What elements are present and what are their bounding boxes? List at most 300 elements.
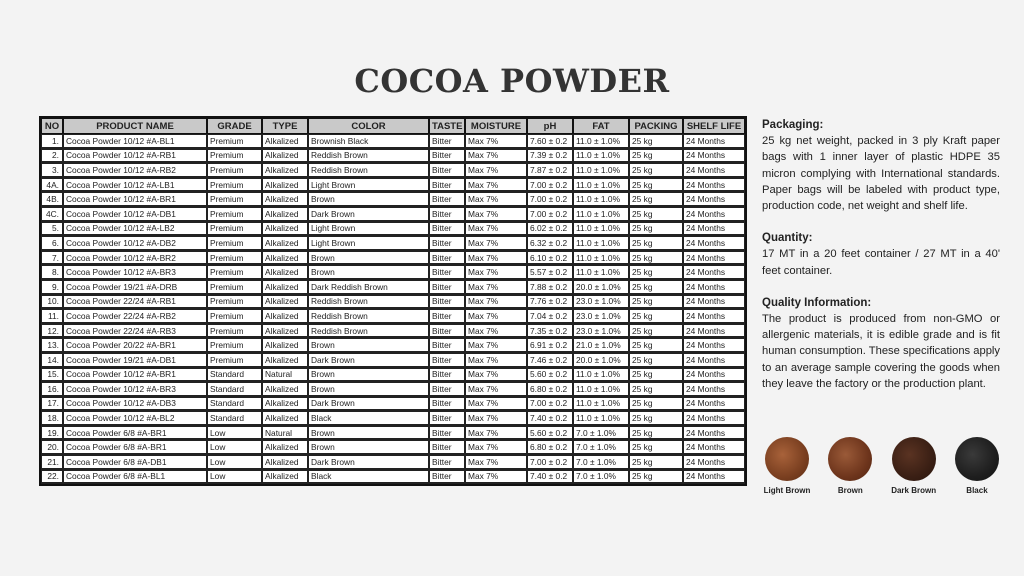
cell-ph: 7.88 ± 0.2 (527, 280, 573, 295)
cell-grade: Standard (207, 397, 262, 412)
cell-taste: Bitter (429, 440, 465, 455)
cell-taste: Bitter (429, 411, 465, 426)
cell-moisture: Max 7% (465, 134, 527, 149)
cell-ph: 6.10 ± 0.2 (527, 251, 573, 266)
cell-packing: 25 kg (629, 353, 683, 368)
cell-type: Alkalized (262, 338, 308, 353)
cell-product-name: Cocoa Powder 10/12 #A-BL2 (63, 411, 207, 426)
cell-fat: 21.0 ± 1.0% (573, 338, 629, 353)
table-row (41, 149, 745, 164)
cell-fat: 11.0 ± 1.0% (573, 411, 629, 426)
cell-no: 11. (41, 309, 63, 324)
cell-taste: Bitter (429, 192, 465, 207)
cell-fat: 11.0 ± 1.0% (573, 207, 629, 222)
cell-taste: Bitter (429, 280, 465, 295)
cell-taste: Bitter (429, 178, 465, 193)
cell-color: Reddish Brown (308, 149, 429, 164)
quantity-text: 17 MT in a 20 feet container / 27 MT in a 40' feet container. (762, 248, 1000, 277)
table-row (41, 411, 745, 426)
cell-product-name: Cocoa Powder 6/8 #A-BR1 (63, 440, 207, 455)
cell-no: 6. (41, 236, 63, 251)
cell-product-name: Cocoa Powder 19/21 #A-DB1 (63, 353, 207, 368)
cell-color: Light Brown (308, 178, 429, 193)
cell-shelf-life: 24 Months (683, 295, 745, 310)
cell-moisture: Max 7% (465, 324, 527, 339)
dark-brown-powder-image (892, 437, 936, 481)
cell-type: Alkalized (262, 222, 308, 237)
cell-shelf-life: 24 Months (683, 222, 745, 237)
black-powder-image (955, 437, 999, 481)
cell-no: 8. (41, 265, 63, 280)
cell-no: 14. (41, 353, 63, 368)
table-row (41, 470, 745, 485)
cell-no: 9. (41, 280, 63, 295)
cell-product-name: Cocoa Powder 6/8 #A-BR1 (63, 426, 207, 441)
cell-moisture: Max 7% (465, 440, 527, 455)
cell-ph: 7.00 ± 0.2 (527, 207, 573, 222)
packaging-heading: Packaging: (762, 119, 824, 131)
cell-color: Brown (308, 338, 429, 353)
cell-type: Alkalized (262, 309, 308, 324)
cell-color: Light Brown (308, 222, 429, 237)
cell-grade: Premium (207, 207, 262, 222)
light-brown-powder-image (765, 437, 809, 481)
cell-product-name: Cocoa Powder 10/12 #A-DB3 (63, 397, 207, 412)
cell-moisture: Max 7% (465, 426, 527, 441)
cell-ph: 6.32 ± 0.2 (527, 236, 573, 251)
cell-color: Reddish Brown (308, 324, 429, 339)
cell-shelf-life: 24 Months (683, 149, 745, 164)
cell-ph: 6.80 ± 0.2 (527, 440, 573, 455)
cell-taste: Bitter (429, 309, 465, 324)
cell-type: Alkalized (262, 251, 308, 266)
cell-fat: 11.0 ± 1.0% (573, 397, 629, 412)
cell-color: Reddish Brown (308, 309, 429, 324)
cell-packing: 25 kg (629, 163, 683, 178)
cell-moisture: Max 7% (465, 411, 527, 426)
cell-grade: Premium (207, 353, 262, 368)
cell-product-name: Cocoa Powder 6/8 #A-DB1 (63, 455, 207, 470)
header-color: COLOR (308, 118, 429, 134)
cell-type: Alkalized (262, 397, 308, 412)
cell-grade: Premium (207, 324, 262, 339)
color-swatches (764, 437, 1000, 495)
cell-color: Brown (308, 382, 429, 397)
cell-type: Alkalized (262, 470, 308, 485)
cell-no: 4C. (41, 207, 63, 222)
cell-no: 21. (41, 455, 63, 470)
cell-moisture: Max 7% (465, 222, 527, 237)
cell-no: 7. (41, 251, 63, 266)
cell-shelf-life: 24 Months (683, 455, 745, 470)
cell-product-name: Cocoa Powder 10/12 #A-BR3 (63, 265, 207, 280)
cell-packing: 25 kg (629, 382, 683, 397)
cell-no: 15. (41, 368, 63, 383)
cell-ph: 7.00 ± 0.2 (527, 397, 573, 412)
cell-taste: Bitter (429, 353, 465, 368)
cell-grade: Premium (207, 295, 262, 310)
cell-ph: 5.60 ± 0.2 (527, 426, 573, 441)
table-row (41, 426, 745, 441)
cell-moisture: Max 7% (465, 163, 527, 178)
table-row (41, 265, 745, 280)
swatch-brown (827, 437, 873, 495)
table-row (41, 382, 745, 397)
swatch-label: Dark Brown (891, 486, 937, 495)
cell-grade: Premium (207, 236, 262, 251)
cell-no: 22. (41, 470, 63, 485)
cell-packing: 25 kg (629, 309, 683, 324)
cell-type: Alkalized (262, 192, 308, 207)
cell-product-name: Cocoa Powder 10/12 #A-BR1 (63, 368, 207, 383)
product-table (39, 116, 747, 486)
cell-color: Brown (308, 368, 429, 383)
cell-shelf-life: 24 Months (683, 280, 745, 295)
cell-taste: Bitter (429, 397, 465, 412)
cell-product-name: Cocoa Powder 10/12 #A-DB2 (63, 236, 207, 251)
cell-fat: 11.0 ± 1.0% (573, 382, 629, 397)
cell-product-name: Cocoa Powder 22/24 #A-RB2 (63, 309, 207, 324)
cell-shelf-life: 24 Months (683, 251, 745, 266)
cell-product-name: Cocoa Powder 10/12 #A-BR2 (63, 251, 207, 266)
cell-no: 18. (41, 411, 63, 426)
cell-grade: Premium (207, 251, 262, 266)
cell-grade: Premium (207, 309, 262, 324)
cell-moisture: Max 7% (465, 149, 527, 164)
cell-product-name: Cocoa Powder 10/12 #A-RB1 (63, 149, 207, 164)
table-row (41, 397, 745, 412)
cell-packing: 25 kg (629, 178, 683, 193)
cell-shelf-life: 24 Months (683, 411, 745, 426)
cell-fat: 11.0 ± 1.0% (573, 368, 629, 383)
cell-ph: 7.40 ± 0.2 (527, 411, 573, 426)
table-row (41, 338, 745, 353)
cell-fat: 23.0 ± 1.0% (573, 309, 629, 324)
cell-ph: 7.35 ± 0.2 (527, 324, 573, 339)
swatch-label: Black (966, 486, 988, 495)
cell-shelf-life: 24 Months (683, 265, 745, 280)
header-type: TYPE (262, 118, 308, 134)
cell-color: Dark Brown (308, 207, 429, 222)
quantity-heading: Quantity: (762, 232, 813, 245)
cell-shelf-life: 24 Months (683, 338, 745, 353)
cell-fat: 7.0 ± 1.0% (573, 455, 629, 470)
cell-shelf-life: 24 Months (683, 382, 745, 397)
cell-taste: Bitter (429, 324, 465, 339)
cell-fat: 7.0 ± 1.0% (573, 470, 629, 485)
quality-text: The product is produced from non-GMO or allergenic materials, it is edible grade and is fit human consumption. These specifications apply to an average sample covering the goods when they leave the factory or the production plant. (762, 313, 1000, 390)
cell-packing: 25 kg (629, 236, 683, 251)
cell-taste: Bitter (429, 163, 465, 178)
cell-moisture: Max 7% (465, 265, 527, 280)
cell-shelf-life: 24 Months (683, 178, 745, 193)
header-moisture: MOISTURE (465, 118, 527, 134)
cell-type: Alkalized (262, 280, 308, 295)
cell-no: 13. (41, 338, 63, 353)
cell-moisture: Max 7% (465, 382, 527, 397)
cell-grade: Premium (207, 134, 262, 149)
table-row (41, 455, 745, 470)
cell-fat: 11.0 ± 1.0% (573, 251, 629, 266)
table-row (41, 368, 745, 383)
cell-color: Reddish Brown (308, 295, 429, 310)
table-row (41, 440, 745, 455)
cell-taste: Bitter (429, 426, 465, 441)
cell-grade: Low (207, 440, 262, 455)
header-ph: pH (527, 118, 573, 134)
header-taste: TASTE (429, 118, 465, 134)
cell-moisture: Max 7% (465, 251, 527, 266)
cell-moisture: Max 7% (465, 207, 527, 222)
cell-grade: Low (207, 426, 262, 441)
cell-grade: Premium (207, 163, 262, 178)
cell-color: Dark Reddish Brown (308, 280, 429, 295)
cell-no: 1. (41, 134, 63, 149)
cell-taste: Bitter (429, 470, 465, 485)
cell-moisture: Max 7% (465, 470, 527, 485)
table-row (41, 222, 745, 237)
cell-fat: 11.0 ± 1.0% (573, 236, 629, 251)
cell-type: Alkalized (262, 382, 308, 397)
cell-grade: Standard (207, 368, 262, 383)
cell-no: 10. (41, 295, 63, 310)
cell-type: Alkalized (262, 455, 308, 470)
cell-taste: Bitter (429, 338, 465, 353)
cell-no: 16. (41, 382, 63, 397)
cell-product-name: Cocoa Powder 10/12 #A-RB2 (63, 163, 207, 178)
cell-ph: 6.02 ± 0.2 (527, 222, 573, 237)
packaging-text: 25 kg net weight, packed in 3 ply Kraft paper bags with 1 inner layer of plastic HDPE 35 micron complying with International standards. Paper bags will be labeled with product type, production code, net weight and shelf life. (762, 135, 1000, 213)
cell-product-name: Cocoa Powder 10/12 #A-BL1 (63, 134, 207, 149)
cell-type: Alkalized (262, 324, 308, 339)
cell-type: Natural (262, 426, 308, 441)
cell-no: 5. (41, 222, 63, 237)
cell-no: 3. (41, 163, 63, 178)
header-grade: GRADE (207, 118, 262, 134)
cell-grade: Low (207, 455, 262, 470)
table-row (41, 295, 745, 310)
cell-packing: 25 kg (629, 338, 683, 353)
cell-color: Dark Brown (308, 455, 429, 470)
cell-taste: Bitter (429, 265, 465, 280)
swatch-light-brown (764, 437, 810, 495)
cell-type: Alkalized (262, 411, 308, 426)
cell-taste: Bitter (429, 207, 465, 222)
cell-color: Brown (308, 440, 429, 455)
cell-packing: 25 kg (629, 397, 683, 412)
cell-shelf-life: 24 Months (683, 426, 745, 441)
cell-packing: 25 kg (629, 134, 683, 149)
cell-product-name: Cocoa Powder 22/24 #A-RB1 (63, 295, 207, 310)
cell-type: Alkalized (262, 178, 308, 193)
cell-packing: 25 kg (629, 207, 683, 222)
cell-taste: Bitter (429, 251, 465, 266)
cell-moisture: Max 7% (465, 309, 527, 324)
cell-grade: Premium (207, 192, 262, 207)
swatch-label: Brown (837, 486, 863, 495)
cell-fat: 11.0 ± 1.0% (573, 192, 629, 207)
header-packing: PACKING (629, 118, 683, 134)
cell-moisture: Max 7% (465, 192, 527, 207)
cell-shelf-life: 24 Months (683, 309, 745, 324)
table-row (41, 353, 745, 368)
cell-product-name: Cocoa Powder 10/12 #A-BR1 (63, 192, 207, 207)
cell-product-name: Cocoa Powder 20/22 #A-BR1 (63, 338, 207, 353)
table-row (41, 251, 745, 266)
cell-shelf-life: 24 Months (683, 397, 745, 412)
page-title: COCOA POWDER (354, 62, 670, 100)
table-row (41, 192, 745, 207)
header-shelf-life: SHELF LIFE (683, 118, 745, 134)
cell-shelf-life: 24 Months (683, 368, 745, 383)
header-product-name: PRODUCT NAME (63, 118, 207, 134)
cell-ph: 5.60 ± 0.2 (527, 368, 573, 383)
cell-fat: 11.0 ± 1.0% (573, 265, 629, 280)
cell-color: Black (308, 411, 429, 426)
cell-moisture: Max 7% (465, 397, 527, 412)
table-row (41, 309, 745, 324)
cell-packing: 25 kg (629, 324, 683, 339)
cell-grade: Premium (207, 265, 262, 280)
cell-type: Alkalized (262, 440, 308, 455)
cell-no: 4A. (41, 178, 63, 193)
cell-moisture: Max 7% (465, 178, 527, 193)
table-row (41, 324, 745, 339)
cell-grade: Standard (207, 411, 262, 426)
header-no: NO (41, 118, 63, 134)
cell-grade: Premium (207, 280, 262, 295)
cell-type: Natural (262, 368, 308, 383)
cell-color: Brown (308, 426, 429, 441)
cell-fat: 11.0 ± 1.0% (573, 163, 629, 178)
cell-shelf-life: 24 Months (683, 134, 745, 149)
cell-packing: 25 kg (629, 440, 683, 455)
cell-no: 12. (41, 324, 63, 339)
cell-ph: 7.00 ± 0.2 (527, 192, 573, 207)
cell-ph: 7.46 ± 0.2 (527, 353, 573, 368)
cell-color: Brownish Black (308, 134, 429, 149)
cell-fat: 11.0 ± 1.0% (573, 178, 629, 193)
cell-color: Light Brown (308, 236, 429, 251)
cell-taste: Bitter (429, 236, 465, 251)
cell-shelf-life: 24 Months (683, 163, 745, 178)
table-row (41, 280, 745, 295)
cell-product-name: Cocoa Powder 10/12 #A-LB2 (63, 222, 207, 237)
cell-no: 19. (41, 426, 63, 441)
cell-taste: Bitter (429, 295, 465, 310)
cell-color: Brown (308, 265, 429, 280)
cell-shelf-life: 24 Months (683, 470, 745, 485)
brown-powder-image (828, 437, 872, 481)
cell-ph: 6.80 ± 0.2 (527, 382, 573, 397)
cell-taste: Bitter (429, 368, 465, 383)
cell-ph: 7.60 ± 0.2 (527, 134, 573, 149)
swatch-label: Light Brown (763, 486, 811, 495)
cell-packing: 25 kg (629, 368, 683, 383)
quality-heading: Quality Information: (762, 296, 872, 309)
cell-moisture: Max 7% (465, 338, 527, 353)
cell-moisture: Max 7% (465, 280, 527, 295)
swatch-black (954, 437, 1000, 495)
cell-shelf-life: 24 Months (683, 353, 745, 368)
table-row (41, 178, 745, 193)
cell-fat: 7.0 ± 1.0% (573, 426, 629, 441)
cell-ph: 7.40 ± 0.2 (527, 470, 573, 485)
cell-product-name: Cocoa Powder 10/12 #A-LB1 (63, 178, 207, 193)
cell-grade: Premium (207, 222, 262, 237)
cell-product-name: Cocoa Powder 10/12 #A-BR3 (63, 382, 207, 397)
cell-shelf-life: 24 Months (683, 440, 745, 455)
cell-color: Dark Brown (308, 397, 429, 412)
table-header-row (41, 118, 745, 134)
cell-no: 2. (41, 149, 63, 164)
cell-fat: 11.0 ± 1.0% (573, 222, 629, 237)
cell-packing: 25 kg (629, 280, 683, 295)
cell-fat: 23.0 ± 1.0% (573, 295, 629, 310)
table-body (41, 134, 745, 484)
cell-taste: Bitter (429, 134, 465, 149)
cell-product-name: Cocoa Powder 19/21 #A-DRB (63, 280, 207, 295)
cell-product-name: Cocoa Powder 10/12 #A-DB1 (63, 207, 207, 222)
cell-type: Alkalized (262, 163, 308, 178)
cell-fat: 11.0 ± 1.0% (573, 149, 629, 164)
cell-product-name: Cocoa Powder 6/8 #A-BL1 (63, 470, 207, 485)
cell-fat: 20.0 ± 1.0% (573, 280, 629, 295)
cell-taste: Bitter (429, 382, 465, 397)
cell-color: Brown (308, 251, 429, 266)
cell-grade: Premium (207, 338, 262, 353)
cell-type: Alkalized (262, 149, 308, 164)
header-fat: FAT (573, 118, 629, 134)
cell-packing: 25 kg (629, 295, 683, 310)
cell-packing: 25 kg (629, 470, 683, 485)
cell-type: Alkalized (262, 207, 308, 222)
cell-color: Reddish Brown (308, 163, 429, 178)
cell-packing: 25 kg (629, 265, 683, 280)
cell-shelf-life: 24 Months (683, 324, 745, 339)
cell-moisture: Max 7% (465, 368, 527, 383)
table-row (41, 236, 745, 251)
cell-grade: Premium (207, 178, 262, 193)
table-row (41, 163, 745, 178)
cell-fat: 23.0 ± 1.0% (573, 324, 629, 339)
cell-ph: 7.00 ± 0.2 (527, 455, 573, 470)
cell-product-name: Cocoa Powder 22/24 #A-RB3 (63, 324, 207, 339)
cell-type: Alkalized (262, 295, 308, 310)
cell-moisture: Max 7% (465, 353, 527, 368)
cell-taste: Bitter (429, 149, 465, 164)
cell-type: Alkalized (262, 265, 308, 280)
cell-fat: 20.0 ± 1.0% (573, 353, 629, 368)
cell-taste: Bitter (429, 455, 465, 470)
info-panel (762, 117, 1000, 408)
swatch-dark-brown (891, 437, 937, 495)
cell-color: Brown (308, 192, 429, 207)
cell-grade: Premium (207, 149, 262, 164)
product-table-container (39, 116, 747, 486)
cell-ph: 7.04 ± 0.2 (527, 309, 573, 324)
cell-no: 17. (41, 397, 63, 412)
cell-moisture: Max 7% (465, 236, 527, 251)
cell-color: Dark Brown (308, 353, 429, 368)
table-row (41, 207, 745, 222)
cell-fat: 7.0 ± 1.0% (573, 440, 629, 455)
cell-fat: 11.0 ± 1.0% (573, 134, 629, 149)
cell-moisture: Max 7% (465, 295, 527, 310)
cell-grade: Standard (207, 382, 262, 397)
cell-taste: Bitter (429, 222, 465, 237)
cell-packing: 25 kg (629, 192, 683, 207)
